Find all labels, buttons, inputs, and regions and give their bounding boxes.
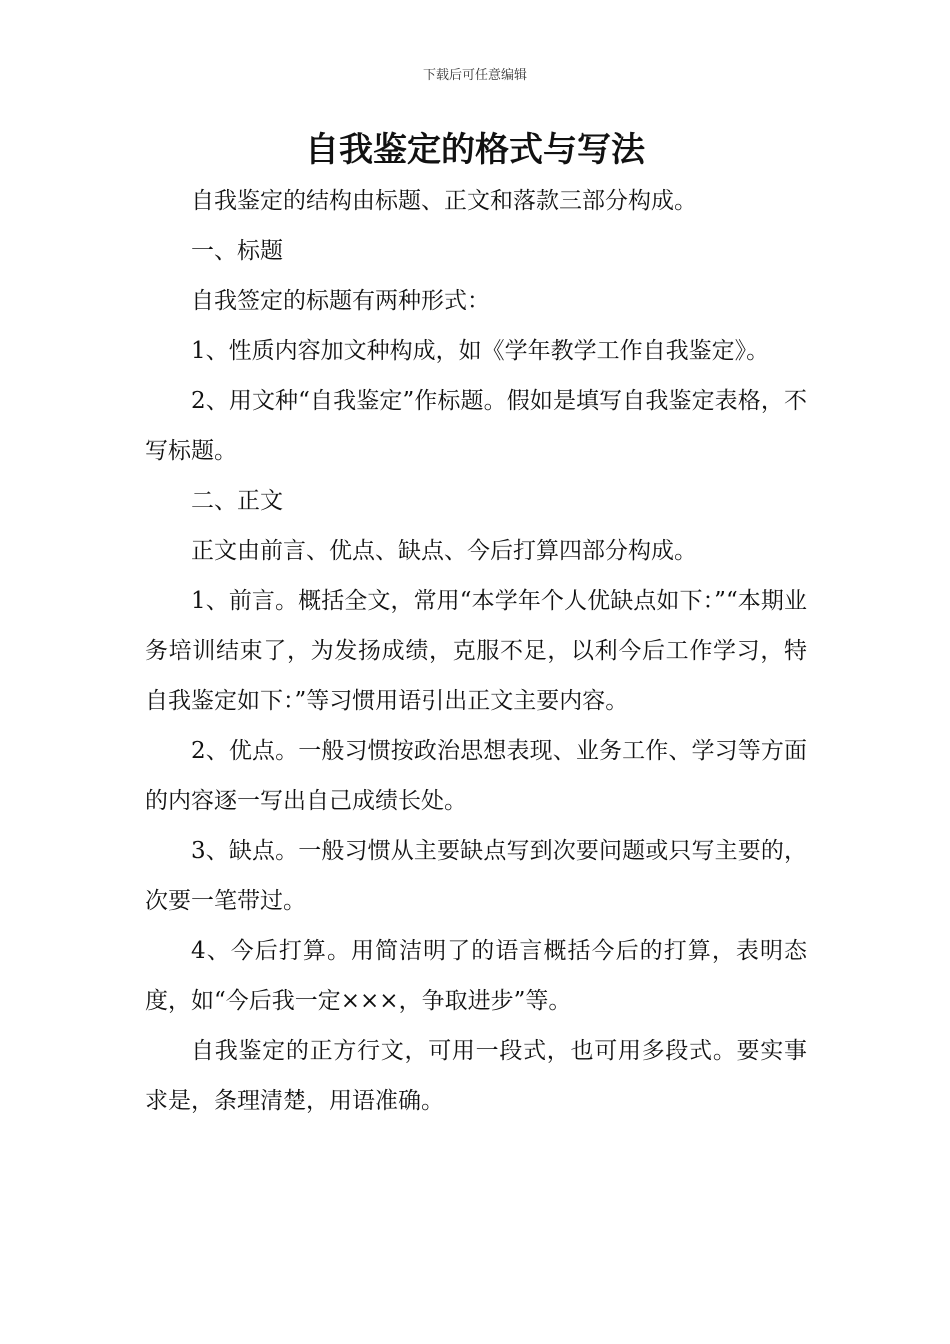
list-item: 2、优点。一般习惯按政治思想表现、业务工作、学习等方面的内容逐一写出自己成绩长处。 bbox=[145, 738, 807, 814]
document-title: 自我鉴定的格式与写法 bbox=[305, 130, 645, 170]
list-item: 2、用文种“自我鉴定”作标题。假如是填写自我鉴定表格，不写标题。 bbox=[145, 388, 807, 464]
list-item: 1、性质内容加文种构成，如《学年教学工作自我鉴定》。 bbox=[191, 338, 770, 364]
paragraph: 自我签定的标题有两种形式： bbox=[191, 288, 490, 314]
list-item: 1、前言。概括全文，常用“本学年个人优缺点如下：”“本期业务培训结束了，为发扬成绩，克服不足，以利今后工作学习，特自我鉴定如下：”等习惯用语引出正文主要内容。 bbox=[145, 588, 807, 714]
section-heading-title: 一、标题 bbox=[191, 238, 283, 264]
paragraph: 正文由前言、优点、缺点、今后打算四部分构成。 bbox=[191, 538, 697, 564]
paragraph-intro: 自我鉴定的结构由标题、正文和落款三部分构成。 bbox=[191, 188, 697, 214]
document-body bbox=[145, 176, 807, 1126]
list-item: 4、今后打算。用简洁明了的语言概括今后的打算，表明态度，如“今后我一定×××，争取进步”等。 bbox=[145, 938, 807, 1014]
list-item: 3、缺点。一般习惯从主要缺点写到次要问题或只写主要的，次要一笔带过。 bbox=[145, 838, 807, 914]
paragraph-closing: 自我鉴定的正方行文，可用一段式，也可用多段式。要实事求是，条理清楚，用语准确。 bbox=[145, 1038, 807, 1114]
section-heading-body: 二、正文 bbox=[191, 488, 283, 514]
header-note: 下载后可任意编辑 bbox=[422, 68, 527, 83]
